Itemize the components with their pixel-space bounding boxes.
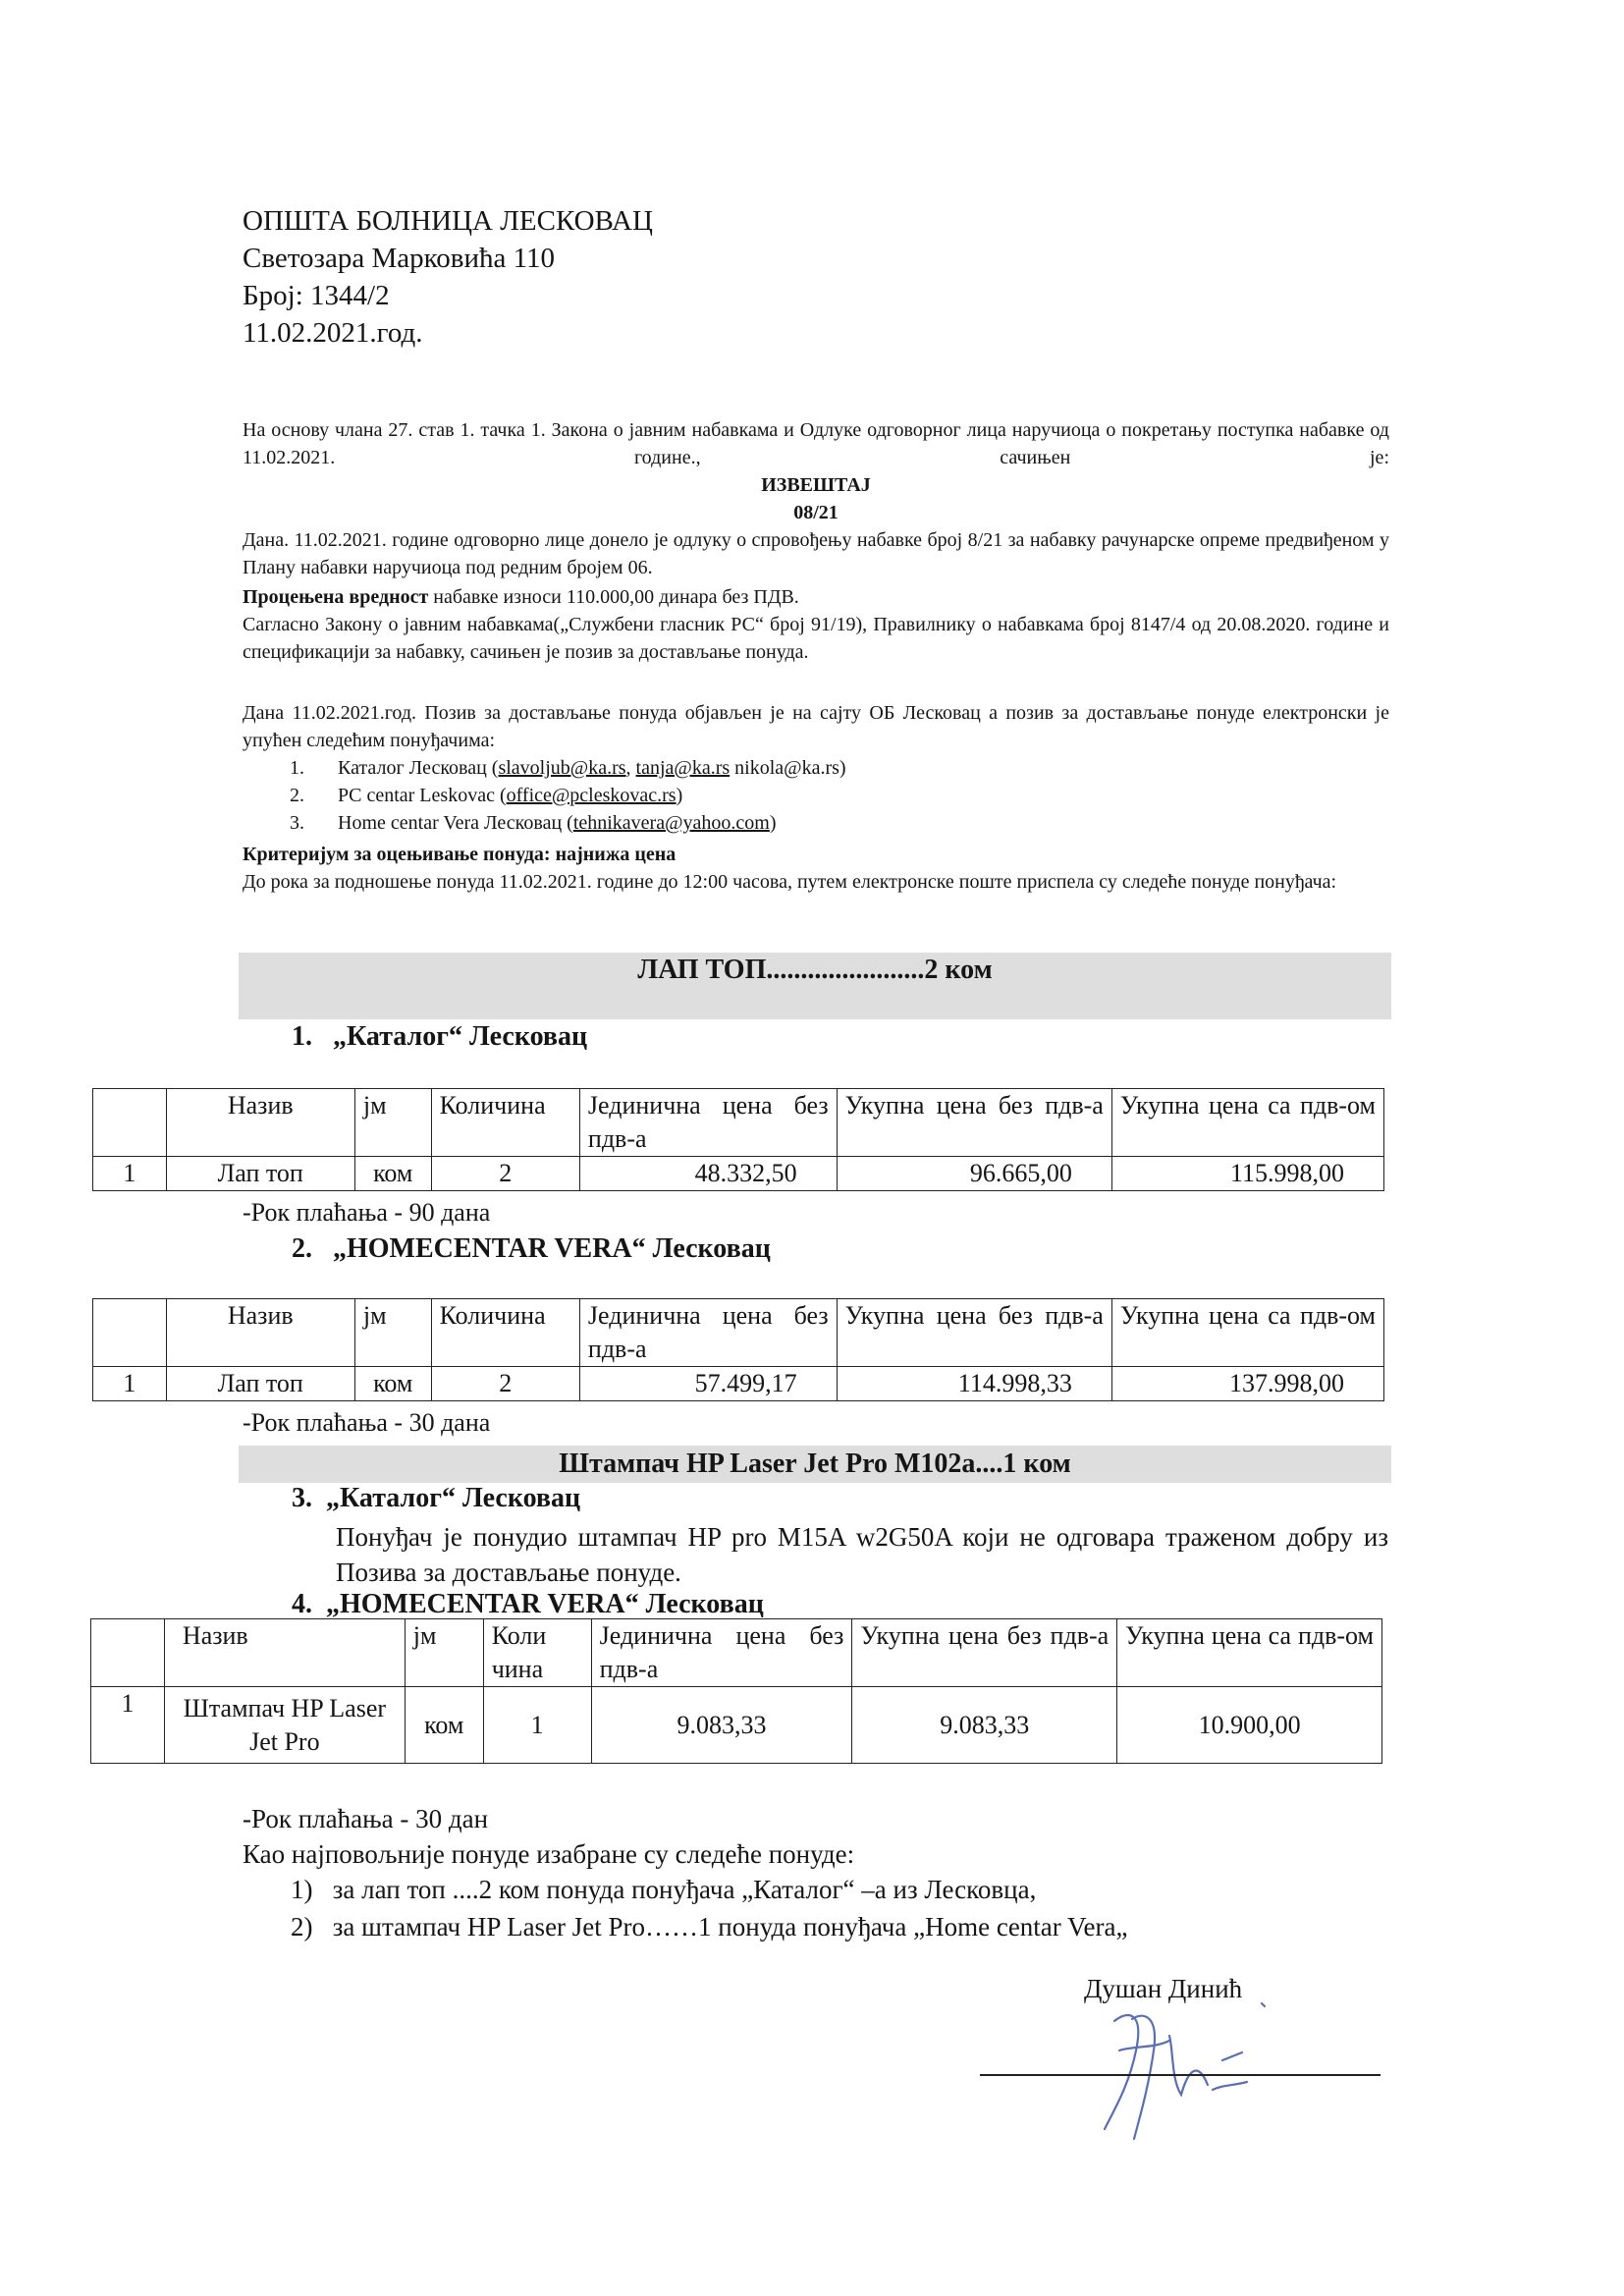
estimated-value-label: Процењена вредност [243, 586, 429, 608]
col-header: Јединична цена без пдв-а [591, 1619, 852, 1687]
col-header: Укупна цена без пдв-а [837, 1299, 1111, 1367]
section-band-printer [239, 1446, 1391, 1483]
handwritten-signature [1075, 1992, 1291, 2149]
section-title: Штампач HP Laser Jet Pro M102a....1 ком [559, 1449, 1071, 1479]
offer-heading: 1. „Каталог“ Лесковац [292, 1021, 588, 1052]
institution-name: ОПШТА БОЛНИЦА ЛЕСКОВАЦ [243, 205, 653, 237]
section-title: ЛАП ТОП.......................2 ком [637, 955, 993, 985]
table-row: 1 Лап топ ком 2 48.332,50 96.665,00 115.998,00 [93, 1157, 1384, 1191]
col-header: јм [354, 1089, 431, 1157]
offer-heading: 4. „HOMECENTAR VERA“ Лесковац [292, 1589, 764, 1619]
invitation-paragraph: Дана 11.02.2021.год. Позив за достављање понуда објављен је на сајту ОБ Лесковац а позив за достављање понуде електронски је упућен следећим понуђачима: [243, 702, 1389, 751]
criterion: Критеријум за оцењивање понуда: најнижа цена [243, 844, 677, 865]
offer-rejection-text: Понуђач је понудио штампач HP pro M15A w2G50A који не одговара траженом добру из Позива за достављање понуде. [336, 1522, 1388, 1587]
law-paragraph: Сагласно Закону о јавним набавкама(„Службени гласник РС“ број 91/19), Правилнику о набавкама број 8147/4 од 20.08.2020. године и спецификацији за набавку, сачињен је позив за достављање понуда. [243, 614, 1389, 663]
col-header: Укупна цена са пдв-ом [1111, 1089, 1383, 1157]
document-number: Број: 1344/2 [243, 280, 390, 311]
list-item: 2. PC centar Leskovac (office@pcleskovac.rs) [290, 785, 683, 806]
list-item: 3. Home centar Vera Лесковац (tehnikavera@yahoo.com) [290, 812, 777, 834]
estimated-value [243, 583, 1389, 611]
payment-term: -Рок плаћања - 30 дана [243, 1408, 491, 1437]
col-header: Укупна цена без пдв-а [852, 1619, 1117, 1687]
section-band-laptop [239, 953, 1391, 1019]
col-header: Количина [431, 1089, 579, 1157]
offer-table [92, 1088, 1384, 1191]
report-title: ИЗВЕШТАЈ [761, 474, 871, 496]
col-header: Укупна цена без пдв-а [837, 1089, 1111, 1157]
offer-table [90, 1618, 1382, 1764]
col-header: Назив [166, 1299, 354, 1367]
offer-table [92, 1298, 1384, 1401]
col-header: Назив [164, 1619, 405, 1687]
report-number: 08/21 [793, 502, 839, 523]
deadline-paragraph: До рока за подношење понуда 11.02.2021. године до 12:00 часова, путем електронске поште приспела су следеће понуде понуђача: [243, 871, 1337, 893]
col-header: Јединична цена без пдв-а [579, 1089, 837, 1157]
email-link[interactable]: tehnikavera@yahoo.com [572, 812, 770, 834]
col-header: јм [405, 1619, 483, 1687]
col-header: Назив [166, 1089, 354, 1157]
payment-term: -Рок плаћања - 90 дана [243, 1198, 491, 1227]
table-row: 1 Лап топ ком 2 57.499,17 114.998,33 137.998,00 [93, 1367, 1384, 1401]
col-header: Јединична цена без пдв-а [579, 1299, 837, 1367]
intro-paragraph: На основу члана 27. став 1. тачка 1. Закона о јавним набавкама и Одлуке одговорног лица наручиоца о покретању поступка набавке од 11.02.2021. године., сачињен је: [243, 419, 1389, 468]
list-item: 1. Каталог Лесковац (slavoljub@ka.rs, tanja@ka.rs nikola@ka.rs) [290, 757, 846, 779]
offer-heading: 3. „Каталог“ Лесковац [292, 1483, 581, 1513]
col-header: Коли чина [483, 1619, 591, 1687]
email-link[interactable]: office@pcleskovac.rs [506, 785, 677, 806]
bidder-list [243, 754, 1389, 837]
list-item: 2) за штампач HP Laser Jet Pro……1 понуда понуђача „Home centar Vera„ [291, 1912, 1128, 1941]
col-header: Количина [431, 1299, 579, 1367]
email-link[interactable]: slavoljub@ka.rs [498, 757, 626, 779]
offer-heading: 2. „HOMECENTAR VERA“ Лесковац [292, 1233, 771, 1264]
signature-line [980, 2074, 1380, 2076]
table-row: 1 Штампач HP Laser Jet Pro ком 1 9.083,33 9.083,33 10.900,00 [91, 1687, 1382, 1764]
payment-term: -Рок плаћања - 30 дан [243, 1804, 489, 1833]
decision-paragraph: Дана. 11.02.2021. године одговорно лице донело је одлуку о спровођењу набавке број 8/21 за набавку рачунарске опреме предвиђеном у Плану набавки наручиоца под редним бројем 06. [243, 529, 1389, 578]
email-link[interactable]: tanja@ka.rs [635, 757, 731, 779]
institution-address: Светозара Марковића 110 [243, 243, 556, 274]
estimated-value-text: набавке износи 110.000,00 динара без ПДВ. [428, 586, 799, 608]
col-header: Укупна цена са пдв-ом [1111, 1299, 1383, 1367]
document-date: 11.02.2021.год. [243, 317, 423, 349]
list-item: 1) за лап топ ....2 ком понуда понуђача „Каталог“ –а из Лесковца, [291, 1875, 1037, 1904]
conclusion-intro: Као најповољније понуде изабране су следеће понуде: [243, 1839, 855, 1869]
letterhead [243, 202, 653, 352]
col-header: јм [354, 1299, 431, 1367]
signatory-name: Душан Динић [1084, 1974, 1243, 2003]
col-header: Укупна цена са пдв-ом [1117, 1619, 1382, 1687]
